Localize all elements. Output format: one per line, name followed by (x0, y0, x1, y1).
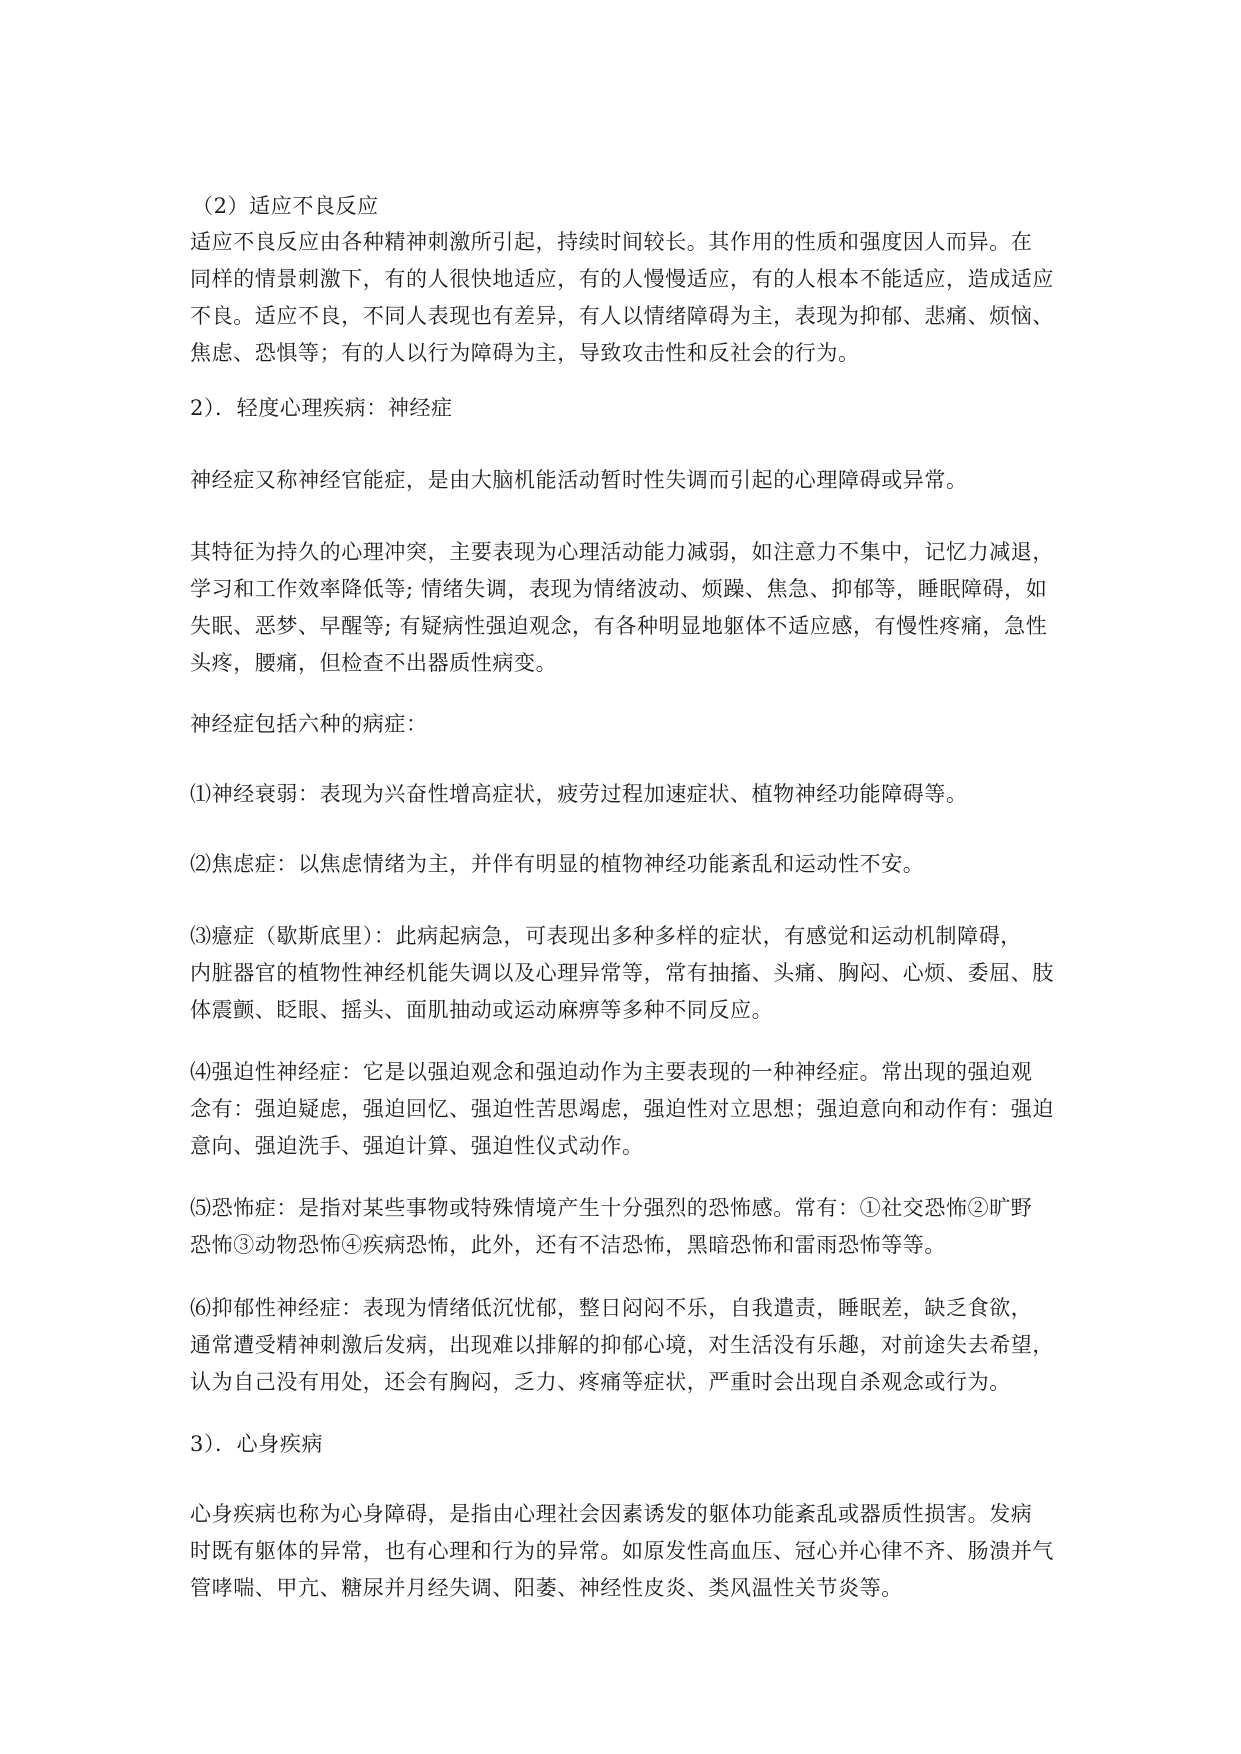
list-item-ocd (190, 1054, 1062, 1165)
paragraph-line: 念有：强迫疑虑，强迫回忆、强迫性苦思竭虑，强迫性对立思想；强迫意向和动作有：强迫 (190, 1097, 1054, 1121)
list-item-depressive-neurosis (190, 1290, 1062, 1401)
heading-text: 2）．轻度心理疾病：神经症 (190, 396, 453, 420)
paragraph-line: 适应不良反应由各种精神刺激所引起，持续时间较长。其作用的性质和强度因人而异。在 (190, 230, 1033, 254)
paragraph-line: 失眠、恶梦、早醒等; 有疑病性强迫观念，有各种明显地躯体不适应感，有慢性疼痛，急性 (190, 614, 1048, 638)
paragraph-line: 管哮喘、甲亢、糖尿并月经失调、阳萎、神经性皮炎、类风温性关节炎等。 (190, 1576, 903, 1600)
section-heading-neurosis (190, 390, 1062, 427)
list-item-neurasthenia (190, 776, 1062, 813)
paragraph-line: ⑸恐怖症：是指对某些事物或特殊情境产生十分强烈的恐怖感。常有：①社交恐怖②旷野 (190, 1196, 1033, 1220)
paragraph-six-types (190, 706, 1062, 743)
paragraph-line: 学习和工作效率降低等; 情绪失调，表现为情绪波动、烦躁、焦急、抑郁等，睡眠障碍，如 (190, 577, 1048, 601)
paragraph-line: 恐怖③动物恐怖④疾病恐怖，此外，还有不洁恐怖，黑暗恐怖和雷雨恐怖等等。 (190, 1233, 946, 1257)
paragraph-line: 意向、强迫洗手、强迫计算、强迫性仪式动作。 (190, 1134, 644, 1158)
section-subheading-maladaptive (190, 188, 1062, 225)
paragraph-maladaptive (190, 224, 1062, 372)
paragraph-line: 时既有躯体的异常，也有心理和行为的异常。如原发性高血压、冠心并心律不齐、肠溃并气 (190, 1539, 1054, 1563)
paragraph-line: 焦虑、恐惧等；有的人以行为障碍为主，导致攻击性和反社会的行为。 (190, 341, 860, 365)
list-item-anxiety (190, 846, 1062, 883)
paragraph-line: 头疼，腰痛，但检查不出器质性病变。 (190, 651, 558, 675)
paragraph-line: 神经症包括六种的病症： (190, 712, 428, 736)
list-item-phobia (190, 1190, 1062, 1264)
paragraph-line: 不良。适应不良，不同人表现也有差异，有人以情绪障碍为主，表现为抑郁、悲痛、烦恼、 (190, 304, 1054, 328)
paragraph-line: 同样的情景刺激下，有的人很快地适应，有的人慢慢适应，有的人根本不能适应，造成适应 (190, 267, 1054, 291)
paragraph-line: 心身疾病也称为心身障碍，是指由心理社会因素诱发的躯体功能紊乱或器质性损害。发病 (190, 1502, 1033, 1526)
paragraph-line: 内脏器官的植物性神经机能失调以及心理异常等，常有抽搐、头痛、胸闷、心烦、委屈、肢 (190, 961, 1054, 985)
list-item-hysteria (190, 918, 1062, 1029)
paragraph-line: ⑵焦虑症：以焦虑情绪为主，并伴有明显的植物神经功能紊乱和运动性不安。 (190, 852, 925, 876)
paragraph-line: 其特征为持久的心理冲突，主要表现为心理活动能力减弱，如注意力不集中，记忆力减退， (190, 540, 1054, 564)
section-heading-psychosomatic (190, 1426, 1062, 1463)
paragraph-line: ⑴神经衰弱：表现为兴奋性增高症状，疲劳过程加速症状、植物神经功能障碍等。 (190, 782, 968, 806)
heading-text: 3）．心身疾病 (190, 1432, 324, 1456)
paragraph-neurosis-features (190, 534, 1062, 682)
paragraph-line: 体震颤、眨眼、摇头、面肌抽动或运动麻痹等多种不同反应。 (190, 998, 774, 1022)
heading-text: （2）适应不良反应 (192, 194, 379, 218)
paragraph-line: 通常遭受精神刺激后发病，出现难以排解的抑郁心境，对生活没有乐趣，对前途失去希望， (190, 1333, 1054, 1357)
paragraph-line: ⑹抑郁性神经症：表现为情绪低沉忧郁，整日闷闷不乐，自我遣责，睡眠差，缺乏食欲， (190, 1296, 1033, 1320)
paragraph-psychosomatic (190, 1496, 1062, 1607)
paragraph-line: 认为自己没有用处，还会有胸闷，乏力、疼痛等症状，严重时会出现自杀观念或行为。 (190, 1370, 1011, 1394)
paragraph-line: ⑶癔症（歇斯底里）：此病起病急，可表现出多种多样的症状，有感觉和运动机制障碍， (190, 924, 1022, 948)
paragraph-line: ⑷强迫性神经症：它是以强迫观念和强迫动作为主要表现的一种神经症。常出现的强迫观 (190, 1060, 1033, 1084)
paragraph-line: 神经症又称神经官能症，是由大脑机能活动暂时性失调而引起的心理障碍或异常。 (190, 468, 968, 492)
paragraph-neurosis-definition (190, 462, 1062, 499)
